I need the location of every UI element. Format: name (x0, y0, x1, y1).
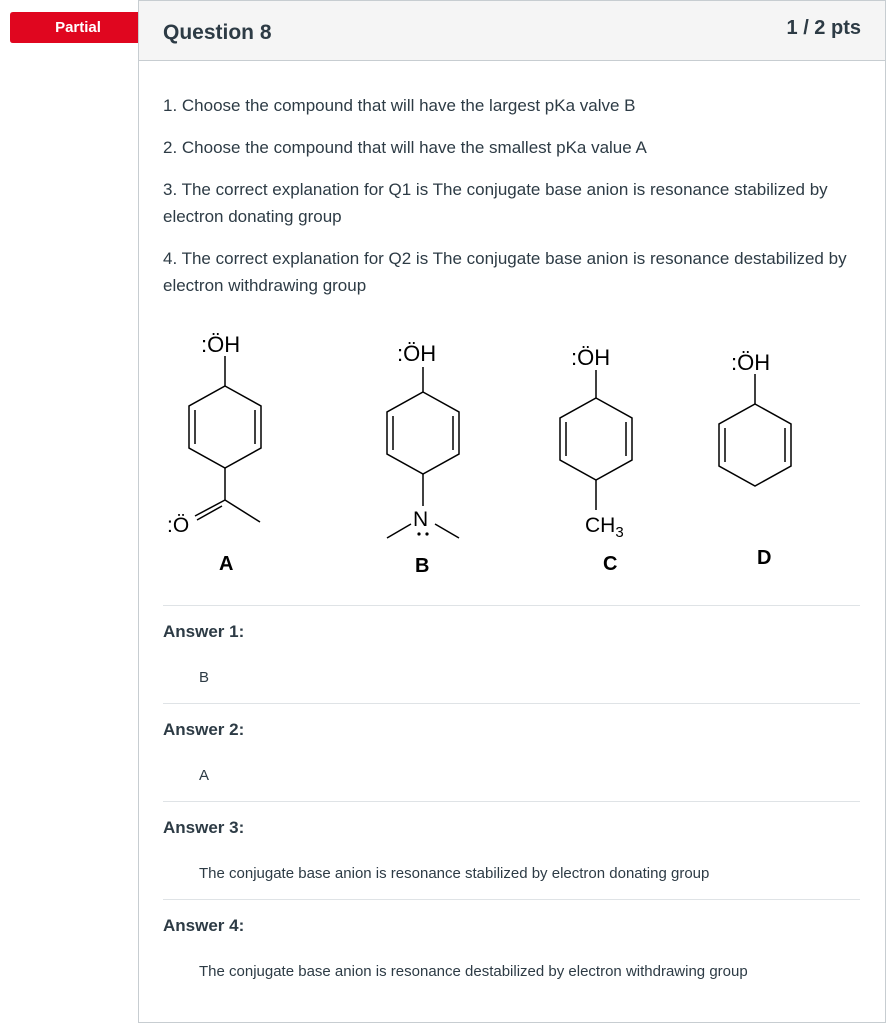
question-card (138, 0, 886, 1023)
compound-b-top-group: :ÖH (397, 341, 437, 366)
prompt-3: 3. The correct explanation for Q1 is The conjugate base anion is resonance stabilized by electron donating group (163, 180, 828, 226)
answer-value: B (199, 669, 210, 686)
answer-label: Answer 1: (163, 622, 245, 641)
status-label: Partial (55, 19, 101, 36)
answer-label: Answer 4: (163, 916, 245, 935)
question-text (163, 92, 863, 314)
answer-value: A (199, 767, 210, 784)
prompt-2: 2. Choose the compound that will have the smallest pKa value A (163, 138, 647, 157)
answer-value: The conjugate base anion is resonance stabilized by electron donating group (199, 865, 710, 882)
partial-flag (10, 12, 156, 43)
answer-block (163, 801, 860, 899)
compound-c (560, 345, 632, 575)
compound-b (387, 341, 459, 577)
compound-a (167, 332, 261, 575)
compound-a-label: A (219, 553, 234, 575)
compound-d-top-group: :ÖH (731, 350, 771, 375)
compound-c-label: C (603, 553, 618, 575)
answer-label: Answer 3: (163, 818, 245, 837)
answer-block (163, 703, 860, 801)
compound-b-label: B (415, 555, 430, 577)
question-points: 1 / 2 pts (786, 17, 861, 39)
question-title: Question 8 (163, 21, 272, 44)
answer-label: Answer 2: (163, 720, 245, 739)
answers-section (163, 605, 860, 997)
prompt-4: 4. The correct explanation for Q2 is The conjugate base anion is resonance destabilized by electron withdrawing group (163, 249, 847, 295)
structures-svg (159, 310, 859, 590)
compound-c-top-group: :ÖH (571, 345, 611, 370)
compound-b-bottom-group: N (413, 508, 429, 531)
answer-block (163, 899, 860, 997)
compound-c-bottom-group: $CH_3$ (585, 514, 624, 541)
compound-d-label: D (757, 547, 772, 569)
answer-block (163, 605, 860, 703)
prompt-1: 1. Choose the compound that will have the largest pKa valve B (163, 96, 636, 115)
answer-value: The conjugate base anion is resonance destabilized by electron withdrawing group (199, 963, 748, 980)
compound-d (719, 350, 791, 569)
compound-a-top-group: :ÖH (201, 332, 241, 357)
compound-a-bottom-group: :Ö (167, 514, 190, 537)
question-header (139, 0, 885, 61)
compound-figure (159, 310, 859, 590)
